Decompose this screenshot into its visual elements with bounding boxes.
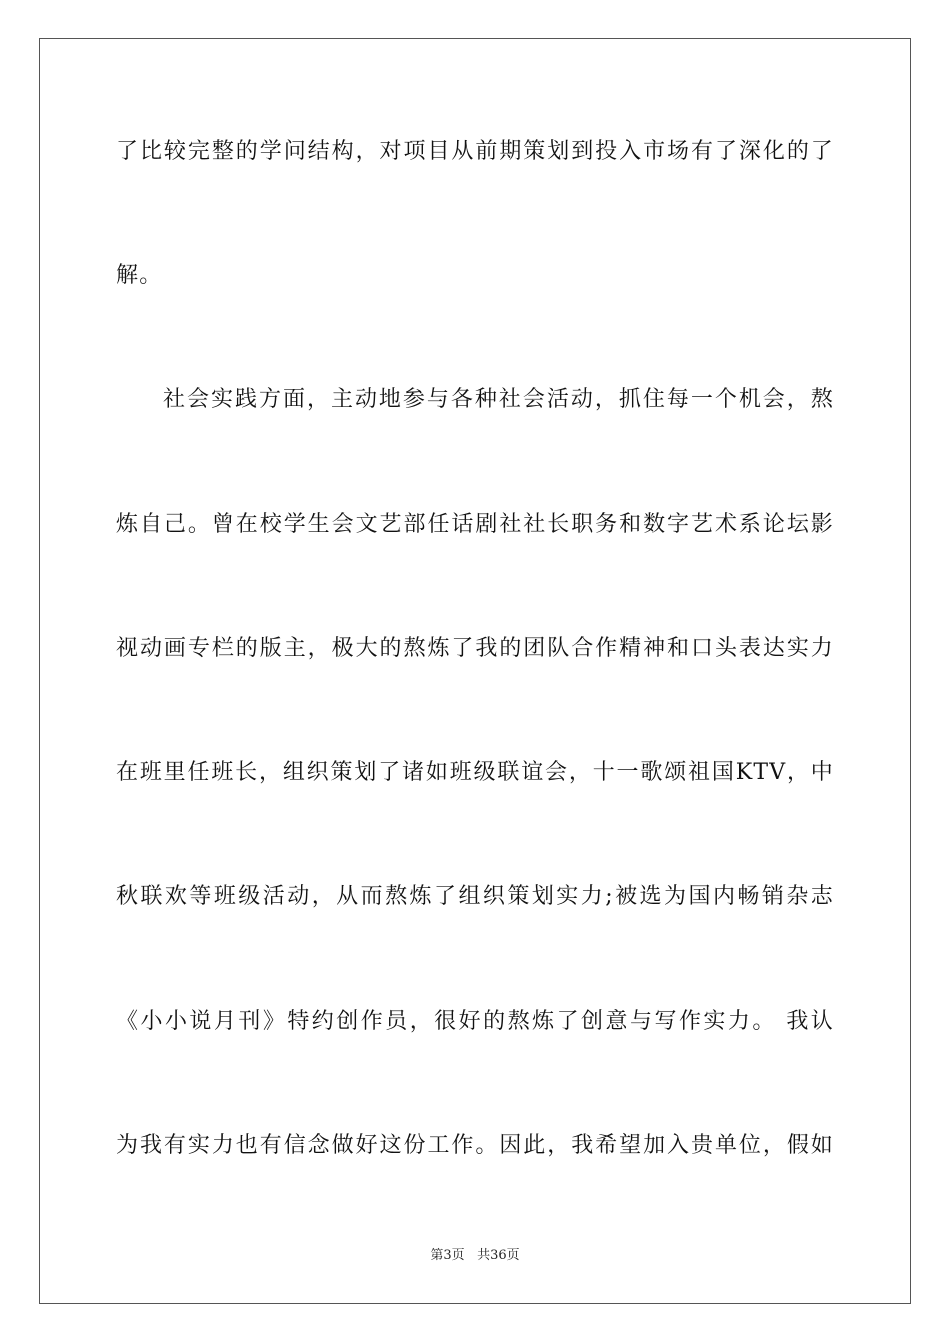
text-line: 解。 (116, 263, 163, 288)
text-line: 炼自己。曾在校学生会文艺部任话剧社社长职务和数字艺术系论坛影 (116, 512, 834, 537)
page-footer (0, 1247, 950, 1265)
text-line: 社会实践方面，主动地参与各种社会活动，抓住每一个机会，熬 (163, 387, 834, 412)
text-line: 在班里任班长，组织策划了诸如班级联谊会，十一歌颂祖国KTV，中 (116, 760, 834, 785)
text-line: 秋联欢等班级活动，从而熬炼了组织策划实力;被选为国内畅销杂志 (116, 884, 834, 909)
text-line: 《小小说月刊》特约创作员，很好的熬炼了创意与写作实力。 我认 (116, 1009, 834, 1034)
page-number: 第3页 (430, 1248, 465, 1263)
text-line: 为我有实力也有信念做好这份工作。因此，我希望加入贵单位，假如 (116, 1133, 834, 1158)
text-line: 了比较完整的学问结构，对项目从前期策划到投入市场有了深化的了 (116, 139, 834, 164)
text-line: 视动画专栏的版主，极大的熬炼了我的团队合作精神和口头表达实力 (116, 636, 834, 661)
page-frame (39, 38, 911, 1304)
page-total: 共36页 (477, 1248, 520, 1263)
